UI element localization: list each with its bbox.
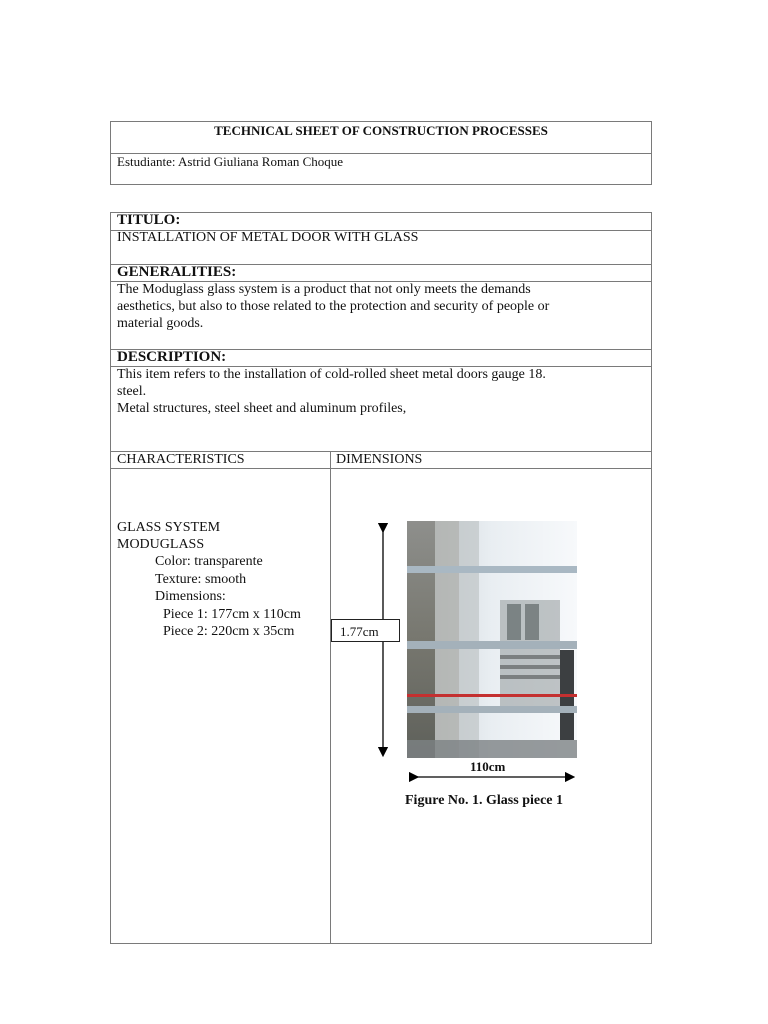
description-label: DESCRIPTION: (117, 349, 227, 365)
generalities-line: The Moduglass glass system is a product that not only meets the demands (117, 282, 531, 297)
description-line: Metal structures, steel sheet and aluminum profiles, (117, 401, 407, 416)
height-label: 1.77cm (340, 624, 379, 639)
generalities-line: material goods. (117, 316, 204, 331)
column-divider (330, 451, 331, 944)
dimensions-item (141, 588, 226, 605)
dimensions-text: Dimensions: (155, 589, 226, 604)
generalities-text (117, 281, 647, 332)
width-label: 110cm (470, 759, 506, 774)
glass-system-heading: GLASS SYSTEM (117, 520, 221, 535)
description-line: This item refers to the installation of cold-rolled sheet metal doors gauge 18. (117, 367, 546, 382)
description-line: steel. (117, 384, 147, 399)
titulo-label: TITULO: (117, 212, 181, 228)
generalities-label: GENERALITIES: (117, 264, 237, 280)
generalities-line: aesthetics, but also to those related to the protection and security of people or (117, 299, 550, 314)
color-item (141, 553, 263, 570)
piece-1-dimensions: Piece 1: 177cm x 110cm (163, 607, 301, 622)
dimensions-header: DIMENSIONS (336, 452, 423, 467)
sheet-title: TECHNICAL SHEET OF CONSTRUCTION PROCESSES (214, 123, 548, 138)
characteristics-header: CHARACTERISTICS (117, 452, 245, 467)
student-name: Estudiante: Astrid Giuliana Roman Choque (117, 154, 344, 169)
figure-caption: Figure No. 1. Glass piece 1 (405, 793, 564, 808)
description-text (117, 366, 647, 417)
texture-item (141, 571, 246, 588)
row-divider (110, 468, 652, 469)
color-text: Color: transparente (155, 554, 263, 569)
texture-text: Texture: smooth (155, 572, 247, 587)
titulo-value: INSTALLATION OF METAL DOOR WITH GLASS (117, 230, 419, 245)
piece-2-dimensions: Piece 2: 220cm x 35cm (163, 624, 295, 639)
moduglass-heading: MODUGLASS (117, 537, 205, 552)
